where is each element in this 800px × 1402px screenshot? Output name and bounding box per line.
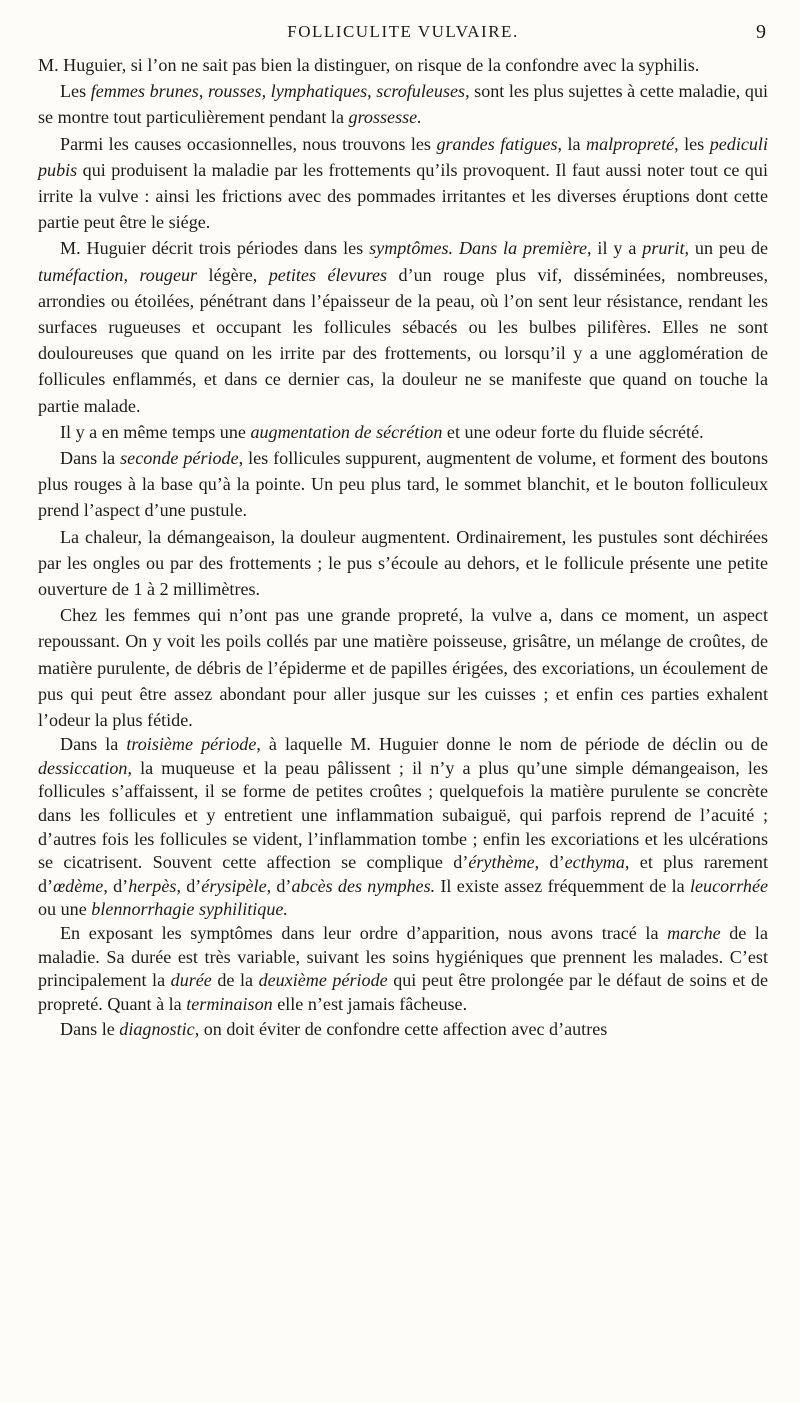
text-run: La chaleur, la démangeaison, la douleur augmentent. Ordinairement, les pustules sont déchirées par les ongles ou par des frottements ; le pus s’écoule au dehors, et le follicule présente une petite ouverture de 1 à 2 millimètres.: [38, 526, 768, 600]
text-run: Dans la: [60, 448, 121, 469]
italic-run: blennorrhagie syphilitique.: [91, 899, 288, 920]
paragraph-third-period: [38, 733, 768, 922]
text-run: Parmi les causes occasionnelles, nous trouvons les: [60, 133, 437, 154]
text-run: ,: [367, 81, 377, 102]
text-run: , un peu de: [684, 238, 769, 259]
paragraph-hygiene: [38, 602, 768, 733]
text-run: , d’: [534, 852, 565, 873]
text-run: , d’: [266, 875, 292, 896]
italic-run: scrofuleuses: [376, 81, 466, 102]
paragraph-secretion: [38, 419, 768, 445]
paragraph-pustules: [38, 524, 768, 603]
text-run: Les: [60, 81, 91, 102]
italic-run: grossesse.: [348, 107, 422, 128]
italic-run: seconde période: [120, 448, 239, 469]
text-run: M. Huguier décrit trois périodes dans les: [60, 238, 370, 259]
paragraph-first-period: [38, 235, 768, 418]
text-run: qui peut être prolongée par le défaut de soins et de propreté. Quant à la: [38, 970, 768, 1014]
italic-run: femmes brunes: [90, 81, 199, 102]
italic-run: dessiccation: [38, 757, 128, 778]
text-run: , il y a: [587, 238, 643, 259]
italic-run: terminaison: [186, 993, 273, 1014]
paragraph-course: [38, 922, 768, 1016]
italic-run: œdème: [53, 875, 104, 896]
italic-run: grandes fatigues: [436, 133, 558, 154]
text-run: qui produisent la maladie par les frottements qu’ils provoquent. Il faut aussi noter tout ce qui irrite la vulve : ainsi les frictions avec des pommades irritantes et les diverses éruptions dont cette partie peut être le siége.: [38, 159, 768, 233]
italic-run: malpropreté: [586, 133, 675, 154]
text-run: Il y a en même temps une: [60, 421, 251, 442]
italic-run: marche: [667, 923, 721, 944]
italic-run: deuxième période: [258, 970, 388, 991]
text-run: Dans la: [60, 734, 127, 755]
text-run: d’un rouge plus vif, disséminées, nombreuses, arrondies ou étoilées, pénétrant dans l’épaisseur de la peau, où l’on sent leur résistance, rendant les surfaces rugueuses et occupant les follicules sébacés ou les bulbes pilifères. Elles ne sont douloureuses que quand on les irrite par des frottements, ou lorsqu’il y a une agglomération de follicules enflammés, et dans ce dernier cas, la douleur ne se manifeste que quand on touche la partie malade.: [38, 264, 768, 416]
paragraph-occasional-causes: [38, 131, 768, 236]
text-run: , sont les plus sujettes à cette maladie, qui se montre tout particulièrement pendant la: [38, 81, 769, 128]
italic-run: prurit: [642, 238, 685, 259]
text-run: , les follicules suppurent, augmentent de volume, et forment des boutons plus rouges à la base qu’à la pointe. Un peu plus tard, le sommet blanchit, et le bouton folliculeux prend l’aspect d’une pustule.: [38, 448, 768, 521]
text-run: de la: [211, 970, 259, 991]
book-page: [38, 12, 768, 1043]
italic-run: rougeur: [139, 264, 198, 285]
italic-run: leucorrhée: [689, 875, 769, 896]
text-run: Il existe assez fréquemment de la: [435, 875, 690, 896]
text-run: et une odeur forte du fluide sécrété.: [442, 421, 704, 442]
body-text: [38, 52, 768, 1043]
text-run: légère,: [197, 264, 269, 285]
text-run: , et plus rarement d’: [38, 852, 768, 896]
text-run: M. Huguier, si l’on ne sait pas bien la distinguer, on risque de la confondre avec la syphilis.: [38, 55, 700, 75]
text-run: Dans le: [60, 1019, 120, 1040]
running-head: FOLLICULITE VULVAIRE.: [287, 22, 519, 41]
paragraph-diagnosis: [38, 1016, 768, 1042]
paragraph-intro: [38, 52, 768, 78]
italic-run: augmentation de sécrétion: [250, 421, 443, 442]
text-run: , d’: [103, 875, 129, 896]
text-run: Chez les femmes qui n’ont pas une grande propreté, la vulve a, dans ce moment, un aspect repoussant. On y voit les poils collés par une matière poisseuse, grisâtre, un mélange de croûtes, de matière purulente, de débris de l’épiderme et de papilles érigées, des excoriations, un écoulement de pus qui peut être assez abondant pour aller jusque sur les cuisses ; et enfin ces parties exhalent l’odeur la plus fétide.: [38, 605, 768, 731]
text-run: , d’: [176, 875, 202, 896]
italic-run: érysipèle: [201, 875, 267, 896]
text-run: de la maladie. Sa durée est très variable, suivant les soins hygiéniques que prennent les malades. C’est principalement la: [38, 923, 768, 991]
italic-run: rousses: [207, 81, 262, 102]
text-run: , la: [557, 133, 587, 154]
text-run: , on doit éviter de confondre cette affection avec d’autres: [194, 1019, 608, 1040]
italic-run: symptômes. Dans la première: [369, 238, 587, 259]
italic-run: érythème: [468, 852, 535, 873]
text-run: , la muqueuse et la peau pâlissent ; il n’y a plus qu’une simple démangeaison, les follicules s’affaissent, il se forme de petites croûtes ; quelquefois la matière purulente se concrète dans les follicules et y entretient une inflammation subaiguë, qui parfois reprend de l’acuité ; d’autres fois les follicules se vident, l’inflammation tombe ; enfin les excoriations et les ulcérations se cicatrisent. Souvent cette affection se complique d’: [38, 757, 768, 873]
italic-run: durée: [170, 970, 212, 991]
text-run: , les: [674, 133, 710, 154]
text-run: ,: [198, 81, 208, 102]
paragraph-second-period: [38, 445, 768, 524]
italic-run: diagnostic: [119, 1019, 195, 1040]
italic-run: tuméfaction: [38, 264, 124, 285]
text-run: En exposant les symptômes dans leur ordre d’apparition, nous avons tracé la: [60, 923, 668, 944]
text-run: ou une: [38, 899, 92, 920]
text-run: ,: [123, 264, 140, 285]
paragraph-predisposed-women: [38, 78, 768, 130]
italic-run: pediculi pubis: [38, 133, 768, 180]
italic-run: ecthyma: [564, 852, 625, 873]
italic-run: petites élevures: [268, 264, 388, 285]
page-header: [38, 12, 768, 52]
text-run: elle n’est jamais fâcheuse.: [272, 993, 468, 1014]
page-number: 9: [756, 21, 766, 43]
text-run: ,: [261, 81, 271, 102]
italic-run: troisième période: [126, 734, 257, 755]
italic-run: herpès: [128, 875, 177, 896]
italic-run: lymphatiques: [270, 81, 368, 102]
text-run: , à laquelle M. Huguier donne le nom de période de déclin ou de: [256, 734, 769, 755]
italic-run: abcès des nymphes.: [291, 875, 436, 896]
